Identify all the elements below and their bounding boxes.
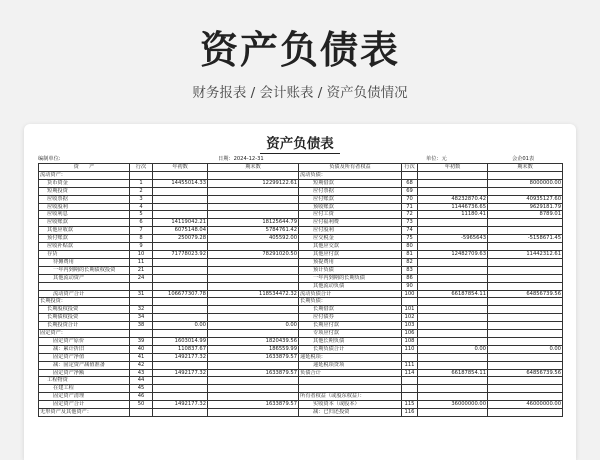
- table-cell: 其他长期负债: [299, 337, 402, 345]
- table-cell: 101: [402, 306, 418, 314]
- table-row: [39, 282, 563, 290]
- table-cell: [488, 361, 563, 369]
- table-cell: 66187854.11: [418, 369, 488, 377]
- table-cell: 12482709.63: [418, 250, 488, 258]
- table-cell: 44: [130, 377, 153, 385]
- table-cell: [153, 195, 208, 203]
- table-cell: [488, 282, 563, 290]
- table-cell: 5784761.42: [208, 227, 299, 235]
- table-cell: 应付工资: [299, 211, 402, 219]
- table-cell: [402, 353, 418, 361]
- table-cell: 45: [130, 385, 153, 393]
- table-cell: [153, 385, 208, 393]
- table-row: [39, 274, 563, 282]
- table-cell: 长期借款: [299, 306, 402, 314]
- table-cell: 100: [402, 290, 418, 298]
- table-row: [39, 203, 563, 211]
- table-cell: [418, 322, 488, 330]
- table-cell: [208, 203, 299, 211]
- table-cell: 41: [130, 353, 153, 361]
- table-cell: 50: [130, 401, 153, 409]
- table-cell: 长期负债：: [299, 298, 402, 306]
- table-row: [39, 322, 563, 330]
- table-cell: 6075148.04: [153, 227, 208, 235]
- table-cell: 12299122.61: [208, 179, 299, 187]
- table-cell: 24: [130, 274, 153, 282]
- table-cell: 长期债权投资: [39, 314, 130, 322]
- table-cell: 长期投资合计: [39, 322, 130, 330]
- table-cell: 102: [402, 314, 418, 322]
- table-cell: 一年内到期的长期债权投资: [39, 266, 130, 274]
- table-cell: 应付福利费: [299, 219, 402, 227]
- table-cell: 负债合计: [299, 369, 402, 377]
- table-cell: 1492177.32: [153, 353, 208, 361]
- table-cell: [208, 282, 299, 290]
- table-cell: 预收账款: [299, 203, 402, 211]
- table-cell: [153, 282, 208, 290]
- table-cell: 一年内到期的长期负债: [299, 274, 402, 282]
- table-row: [39, 235, 563, 243]
- table-cell: [418, 298, 488, 306]
- table-cell: [208, 211, 299, 219]
- table-cell: [488, 219, 563, 227]
- table-cell: 递延税项贷项: [299, 361, 402, 369]
- table-cell: [418, 377, 488, 385]
- table-cell: 48232870.42: [418, 195, 488, 203]
- table-row: [39, 361, 563, 369]
- table-cell: [153, 298, 208, 306]
- table-cell: [130, 282, 153, 290]
- table-cell: [488, 274, 563, 282]
- column-header: 期末数: [488, 164, 563, 172]
- table-cell: 34: [130, 314, 153, 322]
- table-cell: 64856739.56: [488, 290, 563, 298]
- table-cell: [208, 298, 299, 306]
- table-cell: 预计负债: [299, 266, 402, 274]
- table-cell: [488, 393, 563, 401]
- table-row: [39, 258, 563, 266]
- page-subtitle: 财务报表 / 会计账表 / 资产负债情况: [192, 85, 408, 101]
- table-cell: 预付账款: [39, 235, 130, 243]
- table-cell: [418, 353, 488, 361]
- table-cell: [402, 385, 418, 393]
- unit-label: 单位：元: [426, 156, 447, 162]
- table-cell: 应收账款: [39, 219, 130, 227]
- table-row: [39, 345, 563, 353]
- table-cell: 1492177.32: [153, 401, 208, 409]
- table-cell: [488, 377, 563, 385]
- table-cell: [153, 306, 208, 314]
- table-cell: 21: [130, 266, 153, 274]
- table-cell: 108: [402, 337, 418, 345]
- table-row: [39, 250, 563, 258]
- table-cell: 流动负债合计: [299, 290, 402, 298]
- column-header: 负债及所有者权益: [299, 164, 402, 172]
- table-cell: 39: [130, 337, 153, 345]
- table-cell: 长期应付款: [299, 322, 402, 330]
- table-cell: [208, 377, 299, 385]
- table-cell: 31: [130, 290, 153, 298]
- table-cell: [418, 393, 488, 401]
- table-cell: 5: [130, 211, 153, 219]
- table-cell: [153, 377, 208, 385]
- table-cell: [153, 266, 208, 274]
- table-cell: [208, 187, 299, 195]
- table-cell: 固定资产：: [39, 330, 130, 338]
- table-cell: 36000000.00: [418, 401, 488, 409]
- table-cell: 应收利息: [39, 211, 130, 219]
- table-cell: 75: [402, 235, 418, 243]
- table-row: [39, 353, 563, 361]
- column-header: 期末数: [208, 164, 299, 172]
- table-row: [39, 219, 563, 227]
- table-cell: 32: [130, 306, 153, 314]
- table-cell: 固定资产清理: [39, 393, 130, 401]
- table-row: [39, 211, 563, 219]
- sheet-title-underline: [260, 153, 340, 154]
- table-cell: [488, 258, 563, 266]
- table-cell: 递延税项：: [299, 353, 402, 361]
- table-row: [39, 290, 563, 298]
- table-cell: 0.00: [488, 345, 563, 353]
- table-cell: [153, 314, 208, 322]
- balance-sheet-document: [24, 124, 576, 460]
- column-header: 年初数: [153, 164, 208, 172]
- table-cell: 固定资产原价: [39, 337, 130, 345]
- table-cell: [208, 258, 299, 266]
- table-cell: -5158671.45: [488, 235, 563, 243]
- table-row: [39, 330, 563, 338]
- table-row: [39, 227, 563, 235]
- table-cell: 应收补贴款: [39, 243, 130, 251]
- table-cell: 待摊费用: [39, 258, 130, 266]
- table-cell: [153, 274, 208, 282]
- table-cell: [402, 393, 418, 401]
- table-cell: 短期投资: [39, 187, 130, 195]
- table-cell: 应付票据: [299, 187, 402, 195]
- table-cell: 9629181.79: [488, 203, 563, 211]
- table-cell: 11: [130, 258, 153, 266]
- table-cell: 106677307.78: [153, 290, 208, 298]
- table-cell: 46000000.00: [488, 401, 563, 409]
- table-cell: [130, 409, 153, 417]
- table-cell: 固定资产合计: [39, 401, 130, 409]
- table-cell: 工程物资: [39, 377, 130, 385]
- table-cell: 7: [130, 227, 153, 235]
- table-cell: 110837.67: [153, 345, 208, 353]
- table-cell: 固定资产净值: [39, 353, 130, 361]
- table-cell: [488, 385, 563, 393]
- table-cell: 货币资金: [39, 179, 130, 187]
- table-cell: [488, 187, 563, 195]
- table-row: [39, 409, 563, 417]
- table-cell: [208, 330, 299, 338]
- table-cell: 405592.00: [208, 235, 299, 243]
- table-cell: 82: [402, 258, 418, 266]
- table-cell: [418, 361, 488, 369]
- table-cell: [299, 385, 402, 393]
- table-cell: 减：固定资产减值准备: [39, 361, 130, 369]
- table-cell: 14119042.21: [153, 219, 208, 227]
- table-cell: [153, 187, 208, 195]
- table-cell: 103: [402, 322, 418, 330]
- table-cell: 3: [130, 195, 153, 203]
- table-cell: 111: [402, 361, 418, 369]
- table-cell: [153, 258, 208, 266]
- table-cell: [488, 314, 563, 322]
- table-cell: [418, 385, 488, 393]
- table-cell: 6: [130, 219, 153, 227]
- table-cell: [418, 171, 488, 179]
- table-cell: [153, 330, 208, 338]
- table-cell: 短期借款: [299, 179, 402, 187]
- table-cell: [402, 377, 418, 385]
- table-cell: [153, 211, 208, 219]
- table-cell: [418, 219, 488, 227]
- table-cell: [418, 409, 488, 417]
- table-cell: [488, 227, 563, 235]
- table-cell: 所有者权益（或股东权益）：: [299, 393, 402, 401]
- sheet-title: 资产负债表: [266, 136, 334, 152]
- table-cell: 1: [130, 179, 153, 187]
- table-cell: [208, 266, 299, 274]
- table-cell: 减：已归还投资: [299, 409, 402, 417]
- table-row: [39, 266, 563, 274]
- table-row: [39, 187, 563, 195]
- table-cell: [153, 361, 208, 369]
- table-cell: 38: [130, 322, 153, 330]
- table-cell: 71: [402, 203, 418, 211]
- table-cell: 9: [130, 243, 153, 251]
- table-cell: 43: [130, 369, 153, 377]
- table-cell: 71778023.92: [153, 250, 208, 258]
- table-cell: 118534472.32: [208, 290, 299, 298]
- table-cell: 0.00: [418, 345, 488, 353]
- table-cell: 116: [402, 409, 418, 417]
- table-cell: 0.00: [153, 322, 208, 330]
- table-cell: 应收票据: [39, 195, 130, 203]
- table-cell: [488, 266, 563, 274]
- table-cell: 110: [402, 345, 418, 353]
- column-header: 行次: [402, 164, 418, 172]
- table-cell: [418, 179, 488, 187]
- table-cell: [208, 274, 299, 282]
- table-cell: 10: [130, 250, 153, 258]
- table-cell: [208, 195, 299, 203]
- table-header-row: [39, 164, 563, 172]
- table-cell: 86: [402, 274, 418, 282]
- table-cell: 应付账款: [299, 195, 402, 203]
- table-cell: 在建工程: [39, 385, 130, 393]
- table-cell: 115: [402, 401, 418, 409]
- table-cell: [402, 298, 418, 306]
- table-cell: 250079.28: [153, 235, 208, 243]
- table-cell: [153, 409, 208, 417]
- table-cell: 81: [402, 250, 418, 258]
- table-cell: 1633879.57: [208, 401, 299, 409]
- table-cell: [488, 243, 563, 251]
- table-cell: 0.00: [208, 322, 299, 330]
- table-cell: 83: [402, 266, 418, 274]
- table-cell: [488, 337, 563, 345]
- balance-sheet-table: [38, 163, 563, 417]
- table-cell: 专项应付款: [299, 330, 402, 338]
- table-cell: 18125644.79: [208, 219, 299, 227]
- table-cell: [208, 171, 299, 179]
- table-cell: [130, 171, 153, 179]
- table-cell: [418, 274, 488, 282]
- table-cell: [130, 330, 153, 338]
- table-cell: [208, 393, 299, 401]
- table-cell: 106: [402, 330, 418, 338]
- table-cell: 4: [130, 203, 153, 211]
- page-title: 资产负债表: [199, 28, 400, 72]
- table-cell: [208, 306, 299, 314]
- table-cell: 1820439.56: [208, 337, 299, 345]
- table-cell: 42: [130, 361, 153, 369]
- table-body: [39, 171, 563, 416]
- table-row: [39, 171, 563, 179]
- table-row: [39, 369, 563, 377]
- table-cell: [153, 243, 208, 251]
- table-cell: 8: [130, 235, 153, 243]
- table-cell: 1633879.57: [208, 353, 299, 361]
- table-cell: [418, 187, 488, 195]
- table-cell: [153, 203, 208, 211]
- table-cell: 46: [130, 393, 153, 401]
- table-cell: [418, 227, 488, 235]
- table-cell: 固定资产净额: [39, 369, 130, 377]
- table-cell: [418, 337, 488, 345]
- table-cell: 8000000.00: [488, 179, 563, 187]
- table-cell: [488, 409, 563, 417]
- table-row: [39, 393, 563, 401]
- table-cell: [488, 330, 563, 338]
- table-cell: 74: [402, 227, 418, 235]
- table-row: [39, 298, 563, 306]
- table-cell: [299, 377, 402, 385]
- table-cell: 11180.41: [418, 211, 488, 219]
- table-cell: 2: [130, 187, 153, 195]
- table-cell: 实收资本（或股本）: [299, 401, 402, 409]
- column-header: 年初数: [418, 164, 488, 172]
- form-number: 会企01表: [512, 156, 535, 162]
- table-cell: 78291020.50: [208, 250, 299, 258]
- table-cell: 1633879.57: [208, 369, 299, 377]
- table-cell: 应收股利: [39, 203, 130, 211]
- table-cell: [130, 298, 153, 306]
- table-cell: 80: [402, 243, 418, 251]
- table-cell: 预提费用: [299, 258, 402, 266]
- table-cell: [418, 258, 488, 266]
- table-cell: [488, 298, 563, 306]
- table-row: [39, 179, 563, 187]
- table-cell: [418, 243, 488, 251]
- table-cell: [208, 243, 299, 251]
- table-cell: 应付股利: [299, 227, 402, 235]
- table-cell: 114: [402, 369, 418, 377]
- table-cell: 72: [402, 211, 418, 219]
- table-cell: 1492177.32: [153, 369, 208, 377]
- table-row: [39, 337, 563, 345]
- table-cell: -5965643: [418, 235, 488, 243]
- table-cell: 减：累计折旧: [39, 345, 130, 353]
- report-date: 日期：2024-12-31: [218, 156, 264, 162]
- table-cell: 1603014.99: [153, 337, 208, 345]
- table-cell: [488, 353, 563, 361]
- table-cell: [402, 171, 418, 179]
- table-row: [39, 385, 563, 393]
- table-cell: [488, 171, 563, 179]
- column-header: 资 产: [39, 164, 130, 172]
- table-cell: 66187854.11: [418, 290, 488, 298]
- table-cell: 90: [402, 282, 418, 290]
- table-cell: 无形资产及其他资产：: [39, 409, 130, 417]
- table-cell: 70: [402, 195, 418, 203]
- table-row: [39, 243, 563, 251]
- table-cell: [418, 282, 488, 290]
- table-cell: [418, 314, 488, 322]
- table-cell: 其他流动负债: [299, 282, 402, 290]
- table-row: [39, 401, 563, 409]
- table-cell: 68: [402, 179, 418, 187]
- table-cell: 其他流动资产: [39, 274, 130, 282]
- table-cell: [208, 314, 299, 322]
- table-cell: [418, 306, 488, 314]
- table-row: [39, 314, 563, 322]
- table-cell: 流动负债：: [299, 171, 402, 179]
- table-cell: 64856739.56: [488, 369, 563, 377]
- company-label: 编制单位:: [38, 156, 61, 162]
- table-cell: 14455014.33: [153, 179, 208, 187]
- column-header: 行次: [130, 164, 153, 172]
- table-cell: 186559.99: [208, 345, 299, 353]
- table-cell: [39, 282, 130, 290]
- table-cell: [153, 171, 208, 179]
- table-cell: [208, 409, 299, 417]
- table-cell: [488, 306, 563, 314]
- table-cell: 其他应付款: [299, 250, 402, 258]
- table-cell: 流动资产合计: [39, 290, 130, 298]
- table-row: [39, 195, 563, 203]
- table-cell: 长期投资：: [39, 298, 130, 306]
- table-cell: [418, 330, 488, 338]
- table-cell: [208, 361, 299, 369]
- table-cell: 流动资产：: [39, 171, 130, 179]
- table-row: [39, 306, 563, 314]
- table-cell: [488, 322, 563, 330]
- table-cell: 应交税金: [299, 235, 402, 243]
- table-cell: 长期负债合计: [299, 345, 402, 353]
- table-cell: 其他应收款: [39, 227, 130, 235]
- table-cell: 69: [402, 187, 418, 195]
- table-cell: 73: [402, 219, 418, 227]
- table-cell: 其他应交款: [299, 243, 402, 251]
- table-cell: [208, 385, 299, 393]
- table-cell: [418, 266, 488, 274]
- table-cell: [153, 393, 208, 401]
- table-cell: 长期股权投资: [39, 306, 130, 314]
- table-cell: 应付债券: [299, 314, 402, 322]
- table-cell: 40935127.60: [488, 195, 563, 203]
- table-cell: 11442312.61: [488, 250, 563, 258]
- table-cell: 8789.01: [488, 211, 563, 219]
- table-cell: 40: [130, 345, 153, 353]
- table-row: [39, 377, 563, 385]
- table-cell: 11446736.65: [418, 203, 488, 211]
- table-cell: 存货: [39, 250, 130, 258]
